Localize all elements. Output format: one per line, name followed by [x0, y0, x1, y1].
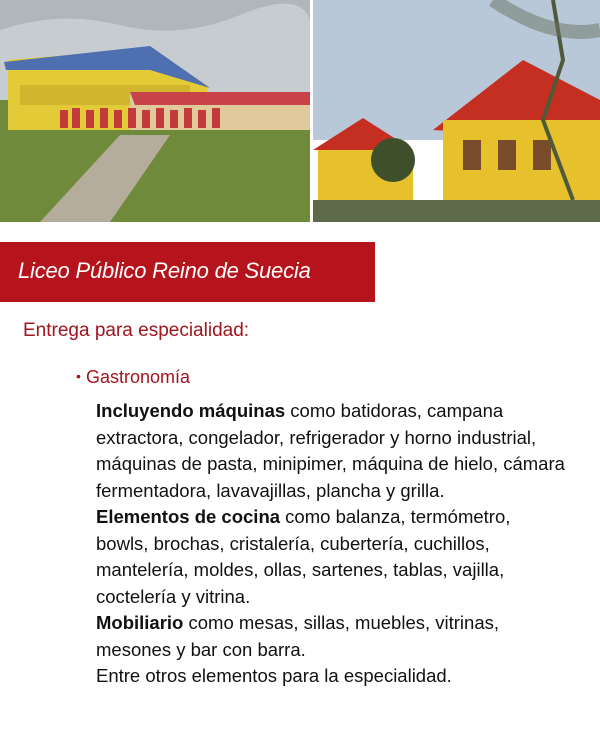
- bullet-icon: •: [76, 368, 81, 384]
- school-photo: [0, 0, 310, 222]
- specialty-description: [96, 398, 566, 690]
- page-title: Liceo Público Reino de Suecia: [18, 258, 311, 283]
- houses-photo: [313, 0, 600, 222]
- header-photos: [0, 0, 600, 222]
- paragraph-1-bold: Incluyendo máquinas: [96, 400, 286, 421]
- paragraph-3-text: como mesas, sillas, muebles, vitrinas, mesones y bar con barra.: [96, 612, 500, 660]
- paragraph-2-bold: Elementos de cocina: [96, 506, 281, 527]
- title-banner: [0, 242, 375, 302]
- specialty-heading: [76, 367, 190, 388]
- paragraph-2-text: como balanza, termómetro, bowls, brochas, cristalería, cubertería, cuchillos, mantelería, moldes, ollas, sartenes, tablas, vajilla, coctelería y vitrina.: [96, 506, 511, 607]
- specialty-name: Gastronomía: [86, 367, 191, 387]
- paragraph-4-text: Entre otros elementos para la especialidad.: [96, 665, 452, 686]
- paragraph-1-text: como batidoras, campana extractora, congelador, refrigerador y horno industrial, máquinas de pasta, minipimer, máquina de hielo, cámara fermentadora, lavavajillas, plancha y grilla.: [96, 400, 565, 501]
- section-subtitle: Entrega para especialidad:: [23, 320, 250, 341]
- paragraph-3-bold: Mobiliario: [96, 612, 184, 633]
